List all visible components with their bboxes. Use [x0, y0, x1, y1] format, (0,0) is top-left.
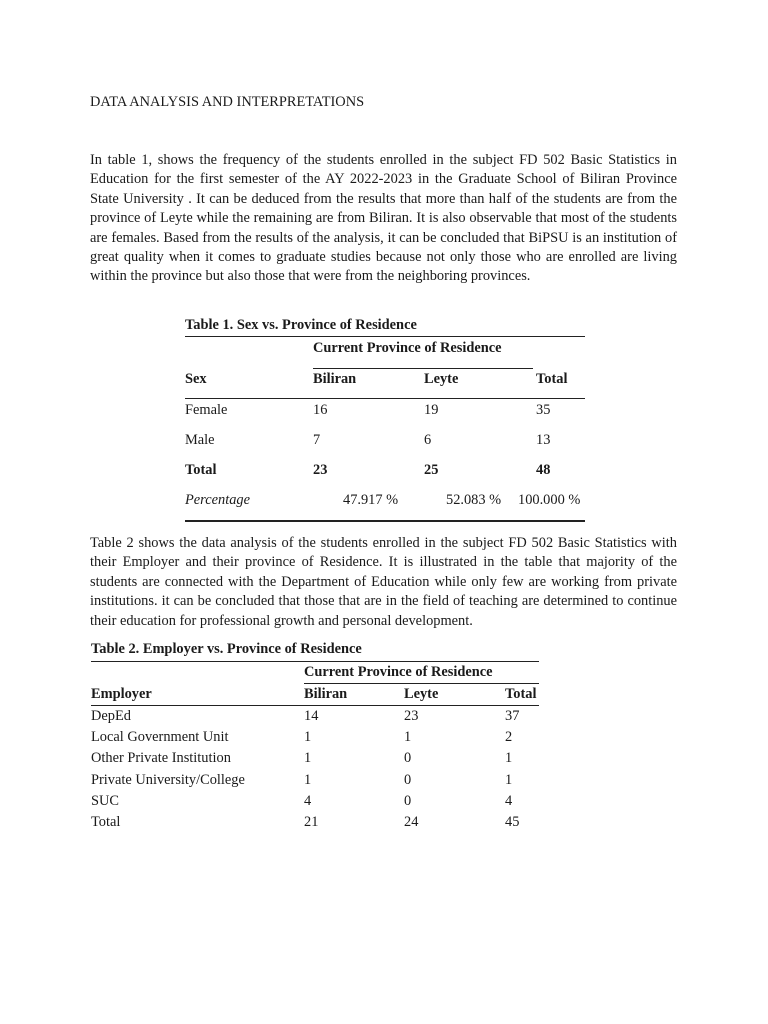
- table2-row-label: Private University/College: [91, 772, 245, 788]
- table1-col-header: Biliran: [313, 371, 357, 387]
- table1-cell: 48: [536, 462, 551, 478]
- table1-cell: 25: [424, 462, 439, 478]
- table2-row-label: SUC: [91, 793, 119, 809]
- table1-group-header: Current Province of Residence: [313, 340, 502, 356]
- table1-cell: 23: [313, 462, 328, 478]
- table1-cell: 16: [313, 402, 328, 418]
- table2-cell: 4: [304, 793, 312, 809]
- table1-header-rule: [185, 398, 585, 399]
- table2-group-rule: [304, 683, 539, 684]
- table1-group-rule: [313, 368, 533, 369]
- table2-row-label: Local Government Unit: [91, 729, 229, 745]
- table1-top-rule: [185, 336, 585, 337]
- table2-cell: 4: [505, 793, 513, 809]
- table2-cell: 1: [404, 729, 412, 745]
- table1-row-label: Male: [185, 432, 215, 448]
- table2-cell: 45: [505, 814, 520, 830]
- table1-cell: 6: [424, 432, 432, 448]
- table2-top-rule: [91, 661, 539, 662]
- table2-cell: 0: [404, 750, 412, 766]
- paragraph-table2-intro: Table 2 shows the data analysis of the students enrolled in the subject FD 502 Basic Statistics with their Employer and their province of Residence. It is illustrated in the table that majority of the students are connected with the Department of Education while only few are working from private institutions. it can be concluded that those that are in the field of teaching are determined to continue their education for professional growth and personal development.: [90, 535, 677, 629]
- table1-row-header: Sex: [185, 371, 207, 387]
- table1-col-header: Total: [536, 371, 568, 387]
- table2-row-label: DepEd: [91, 708, 131, 724]
- table2-cell: 14: [304, 708, 319, 724]
- table2-cell: 1: [304, 772, 312, 788]
- table2-col-header: Biliran: [304, 686, 348, 702]
- table1-row-label: Percentage: [185, 492, 250, 508]
- table2-header-rule: [91, 705, 539, 706]
- table2-cell: 37: [505, 708, 520, 724]
- table1-cell: 47.917 %: [343, 492, 399, 508]
- table1-cell: 35: [536, 402, 551, 418]
- table1-col-header: Leyte: [424, 371, 459, 387]
- table2-cell: 23: [404, 708, 419, 724]
- table2-row-label: Total: [91, 814, 121, 830]
- table2-col-header: Leyte: [404, 686, 439, 702]
- paragraph-table1-intro: In table 1, shows the frequency of the students enrolled in the subject FD 502 Basic Statistics in Education for the first semester of the AY 2022-2023 in the Graduate School of Biliran Province State University . It can be deduced from the results that more than half of the students are from the province of Leyte while the remaining are from Biliran. It is also observable that most of the students are females. Based from the results of the analysis, it can be concluded that BiPSU is an institution of great quality when it comes to graduate studies because not only those who are enrolled are living within the province but also those that were from the neighboring provinces.: [90, 152, 677, 285]
- table1-row-label: Total: [185, 462, 217, 478]
- table1-row-label: Female: [185, 402, 228, 418]
- table2-cell: 24: [404, 814, 419, 830]
- table2-cell: 0: [404, 793, 412, 809]
- table2-cell: 21: [304, 814, 319, 830]
- table1-cell: 19: [424, 402, 439, 418]
- table2-group-header: Current Province of Residence: [304, 664, 493, 680]
- table1-cell: 52.083 %: [446, 492, 502, 508]
- table2-row-label: Other Private Institution: [91, 750, 231, 766]
- table1-cell: 7: [313, 432, 321, 448]
- table1-caption: Table 1. Sex vs. Province of Residence: [185, 317, 417, 333]
- table2-cell: 2: [505, 729, 513, 745]
- table2-caption: Table 2. Employer vs. Province of Residence: [91, 641, 362, 657]
- table2-cell: 0: [404, 772, 412, 788]
- table2-cell: 1: [505, 750, 513, 766]
- table2-row-header: Employer: [91, 686, 152, 702]
- table1-cell: 13: [536, 432, 551, 448]
- table2-cell: 1: [304, 729, 312, 745]
- page-heading: DATA ANALYSIS AND INTERPRETATIONS: [90, 94, 365, 110]
- table2-cell: 1: [505, 772, 513, 788]
- table2-col-header: Total: [505, 686, 537, 702]
- table2-cell: 1: [304, 750, 312, 766]
- table1-bottom-rule: [185, 520, 585, 522]
- table1-cell: 100.000 %: [518, 492, 581, 508]
